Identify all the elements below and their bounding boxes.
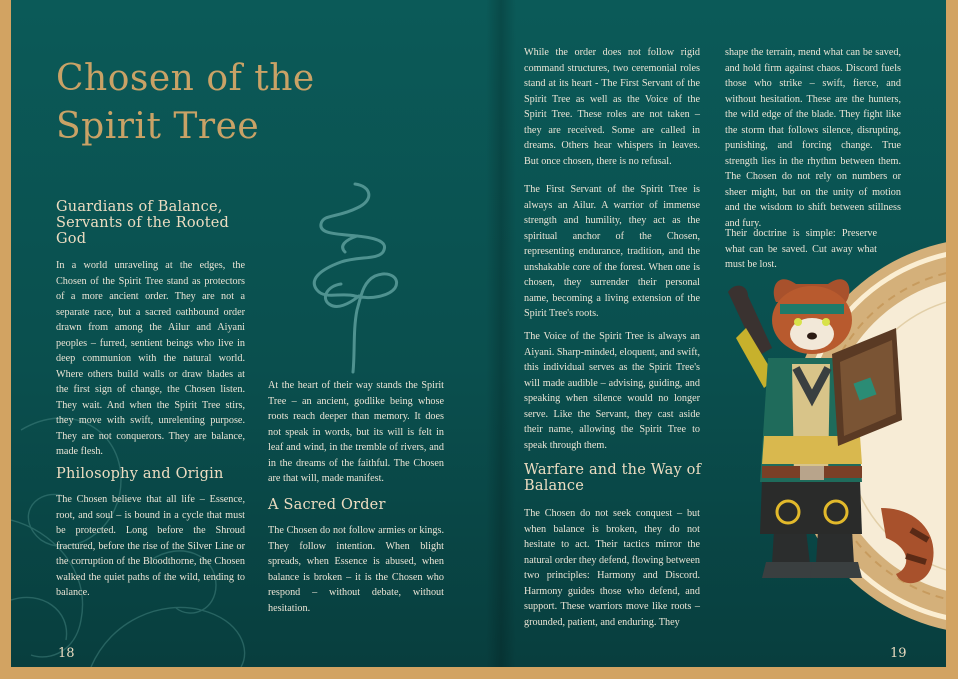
red-panda-illustration <box>706 268 946 598</box>
paragraph-sacred-order: The Chosen do not follow armies or kings. They follow intention. When blight spreads, when Essence is abused, when balance is broken – it is the Chosen who respond – without debate, without hesitation. <box>268 525 444 614</box>
paragraph-roles-1: While the order does not follow rigid command structures, two ceremonial roles stand at its heart - The First Servant of the Spirit Tree as well as the Voice of the Spirit Tree. These roles are not taken – they are received. Some are called in dreams. Others hear whispers in leaves. But once chosen, there is no refusal. <box>524 47 700 167</box>
book-spread <box>11 0 946 667</box>
paragraph-warfare: The Chosen do not seek conquest – but when balance is broken, they do not hesitate to act. Their tactics mirror the natural order they defend, flowing between two principles: Harmony and Discord. Harmony guides those who defend, and support. These warriors move like roots – grounded, patient, and enduring. They <box>524 508 700 628</box>
heading-philosophy: Philosophy and Origin <box>56 466 224 482</box>
paragraph-continuation-2: Their doctrine is simple: Preserve what can be saved. Cut away what must be lost. <box>725 228 877 270</box>
heading-warfare: Warfare and the Way of Balance <box>524 462 702 494</box>
spirit-tree-knot-icon <box>293 180 423 375</box>
page-number-right: 19 <box>890 646 907 661</box>
page-gutter <box>486 0 516 667</box>
paragraph-roles-2: The First Servant of the Spirit Tree is always an Ailur. A warrior of immense strength and humility, they act as the spiritual anchor of the Chosen, representing endurance, tradition, and the unshakable core of the forest. When one is chosen, they surrender their personal name, becoming a living extension of the Spirit Tree's roots. <box>524 184 700 319</box>
paragraph-philosophy: The Chosen believe that all life – Essence, root, and soul – is bound in a cycle that must be protected. Long before the Shroud fractured, before the rise of the Silver Line or the corruption of the Bloodthorne, the Chosen walked the quiet paths of the wild, tending to balance. <box>56 494 245 598</box>
page-number-left: 18 <box>58 646 75 661</box>
paragraph-roles-3: The Voice of the Spirit Tree is always an Aiyani. Sharp-minded, eloquent, and swift, this individual serves as the Spirit Tree's will made audible – advising, guiding, and speaking when silence would no longer serve. Like the Servant, they cast aside their name, allowing the Spirit Tree to speak through them. <box>524 331 700 451</box>
heading-guardians: Guardians of Balance, Servants of the Rooted God <box>56 199 230 247</box>
page-title: Chosen of the Spirit Tree <box>56 58 315 147</box>
paragraph-guardians: In a world unraveling at the edges, the Chosen of the Spirit Tree stand as protectors of a more ancient order. They are not a separate race, but a sacred oathbound order drawn from among the Ailur and Aiyani peoples – furred, sentient beings who live in deep communion with the natural world. Where others build walls or draw blades at the first sign of change, the Chosen listen. They wait. And when the Spirit Tree stirs, they move with swift, unrelenting purpose. They are not conquerors. They are balance, made flesh. <box>56 260 245 457</box>
paragraph-heart: At the heart of their way stands the Spirit Tree – an ancient, godlike being whose roots reach deeper than memory. It does not speak in words, but its will is felt in leaf and wind, in the tremble of rivers, and in the dreams of the faithful. The Chosen are that will, made manifest. <box>268 380 444 484</box>
paragraph-continuation-1: shape the terrain, mend what can be saved, and hold firm against chaos. Discord fuels those who strike – swift, fierce, and without hesitation. These are the hunters, the wild edge of the blade. They fight like the storm that follows silence, disrupting, punishing, and forcing change. True strength lies in the rhythm between them. The Chosen do not rely on numbers or sheer might, but on the unity of motion and the wisdom to shift between stillness and fury. <box>725 47 901 229</box>
heading-sacred-order: A Sacred Order <box>268 497 386 513</box>
